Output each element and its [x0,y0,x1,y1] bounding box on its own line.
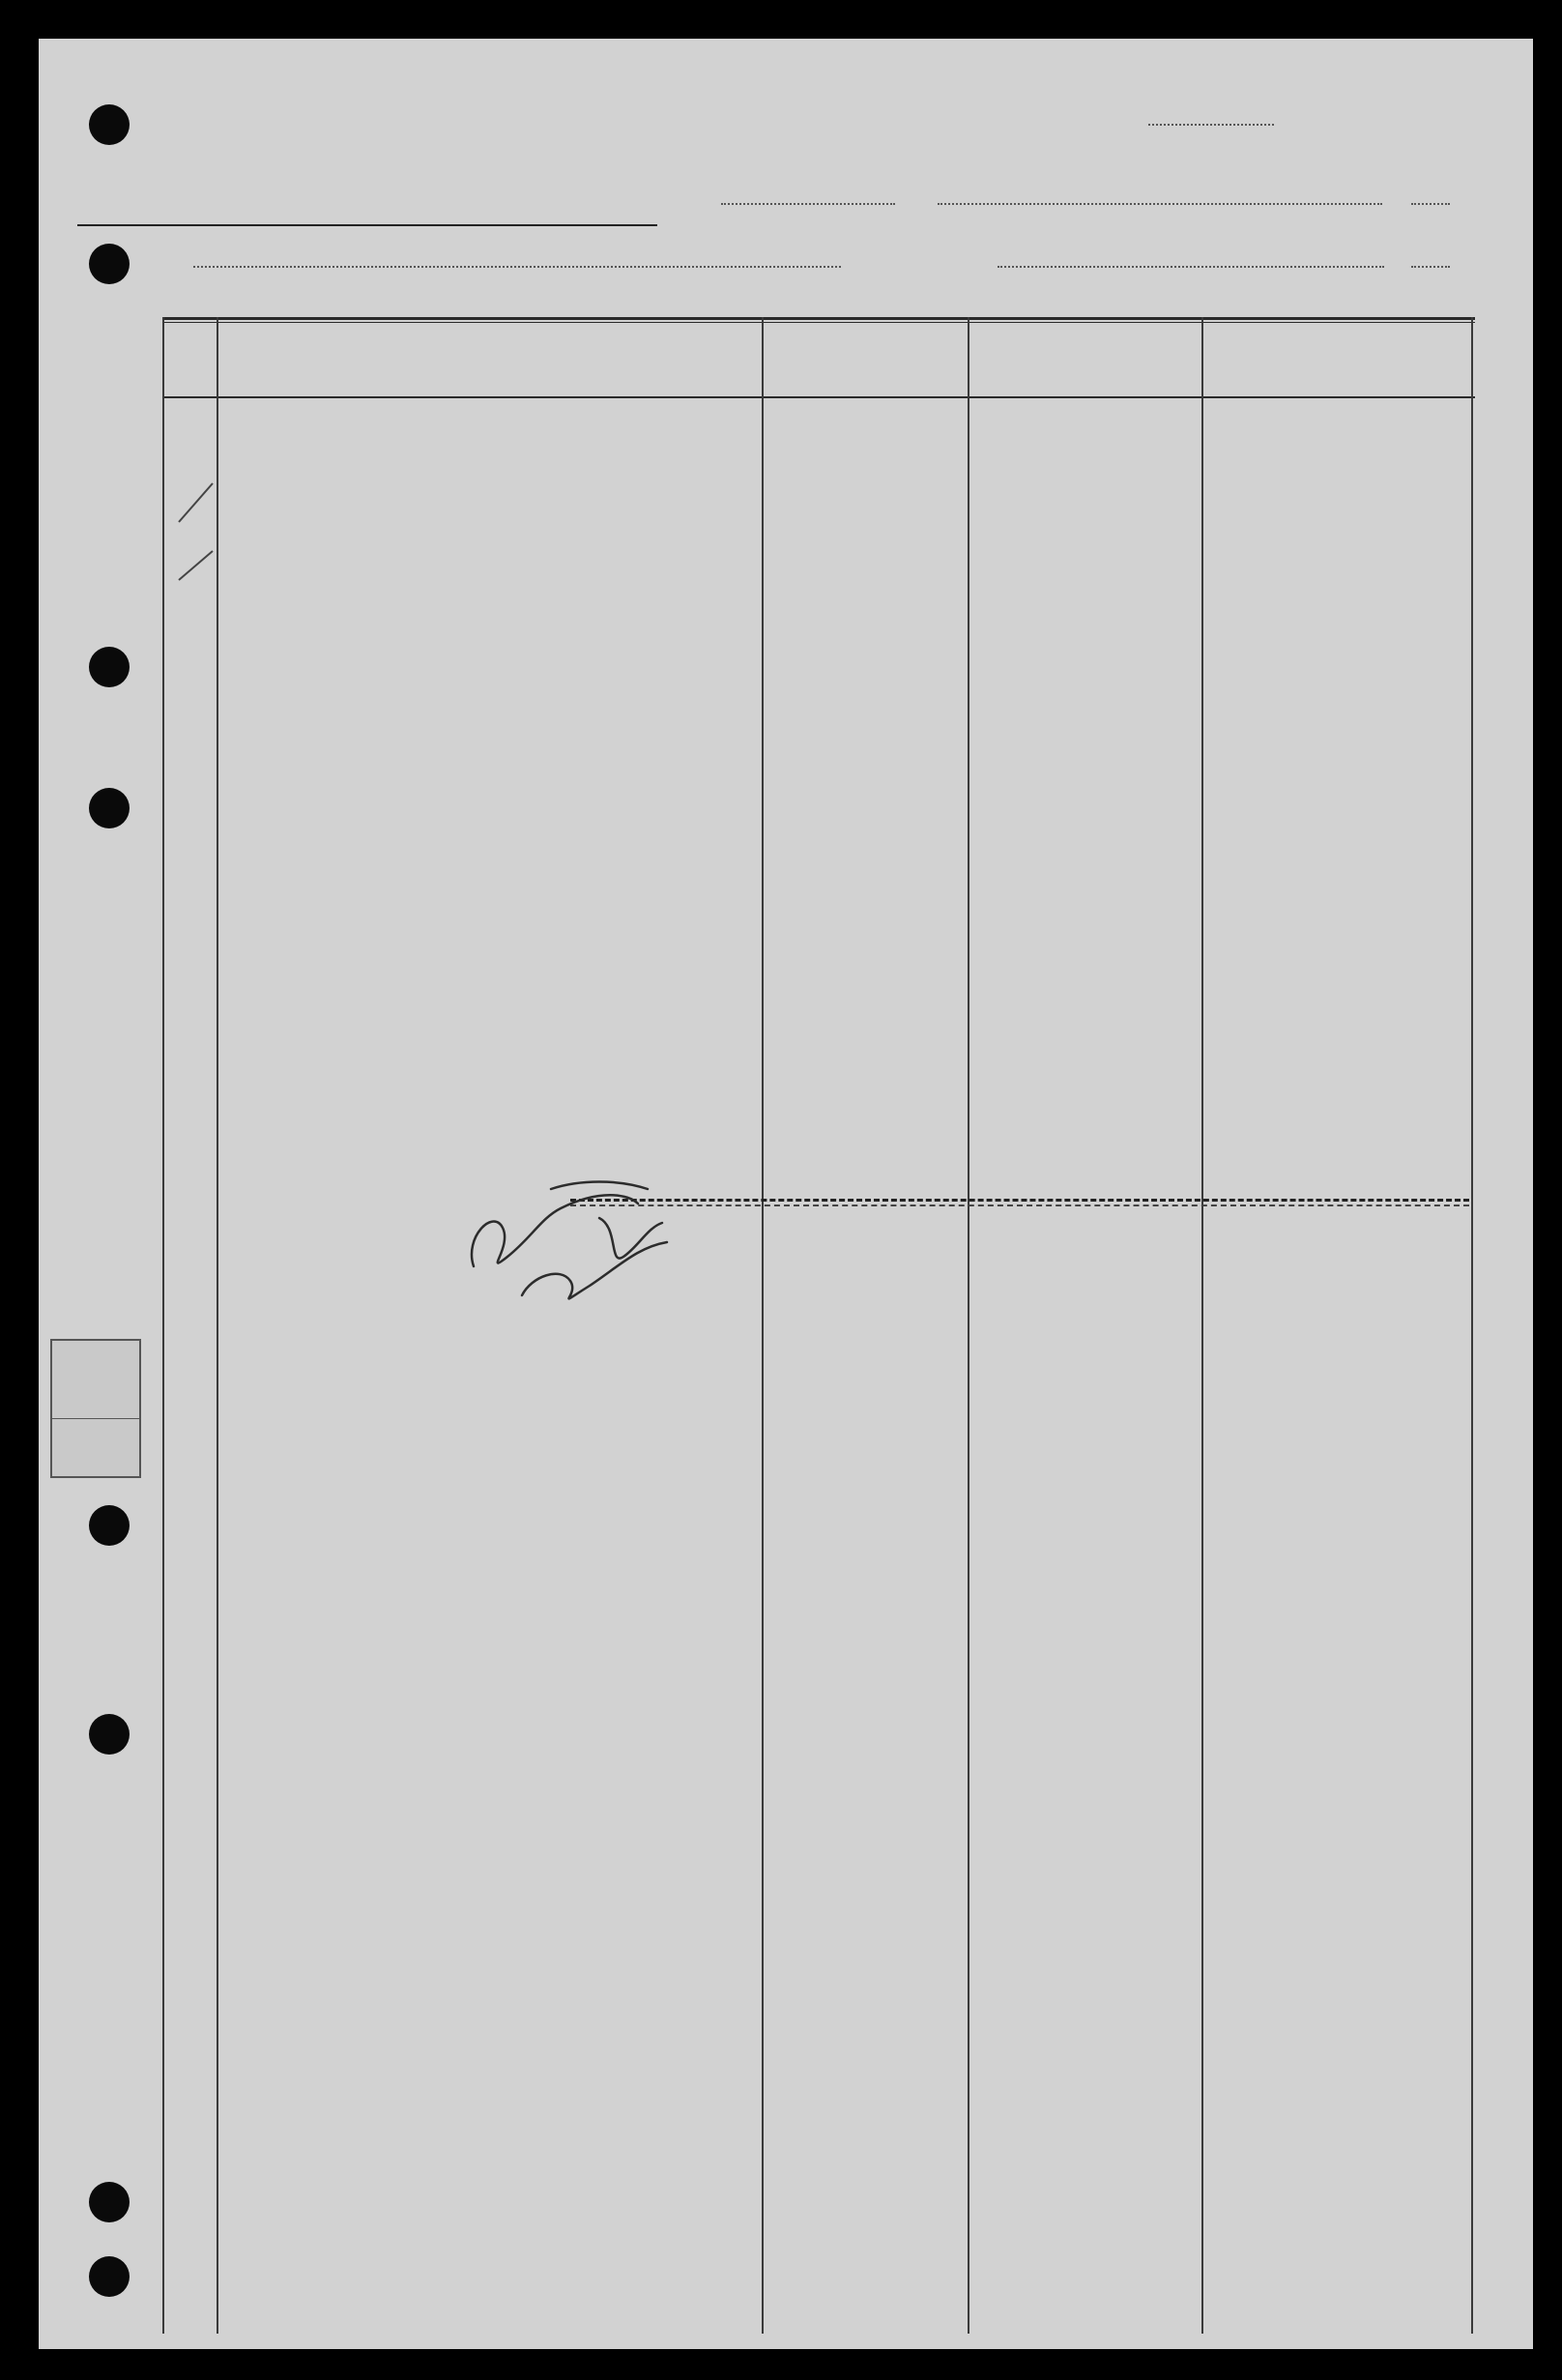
punch-hole [89,647,130,687]
check-marks [174,464,232,1199]
punch-hole [89,244,130,284]
punch-hole [89,104,130,145]
punch-hole [89,1714,130,1755]
tally-box [50,1339,141,1478]
punch-hole [89,2182,130,2222]
punch-hole [89,2256,130,2297]
manifest-sheet [39,39,1533,2349]
officer-signature [454,1150,773,1324]
punch-hole [89,788,130,828]
punch-hole [89,1505,130,1546]
passenger-table [162,317,1475,2334]
